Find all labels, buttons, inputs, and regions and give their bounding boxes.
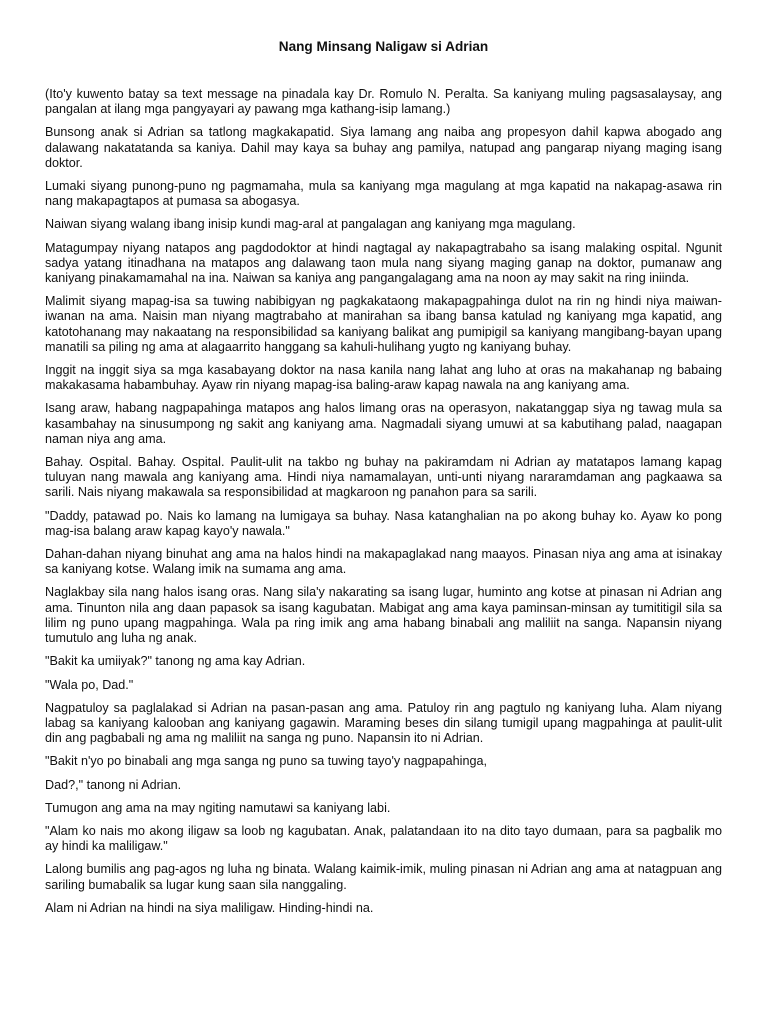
document-page — [45, 38, 722, 924]
paragraph: Matagumpay niyang natapos ang pagdodoktor at hindi nagtagal ay nakapagtrabaho sa isang malaking ospital. Ngunit sadya yatang itinadhana na matapos ang dalawang taon mula nang siyang maging ganap na doktor, pumanaw ang kaniyang pinakamamahal na ina. Naiwan sa kaniya ang pangangalagang ama na noon ay may sakit na ring iniinda. — [45, 240, 722, 286]
paragraph: "Alam ko nais mo akong iligaw sa loob ng kagubatan. Anak, palatandaan ito na dito tayo dumaan, para sa pagbalik mo ay hindi ka maliligaw." — [45, 823, 722, 854]
paragraph: Alam ni Adrian na hindi na siya maliligaw. Hinding-hindi na. — [45, 900, 374, 915]
paragraph: Inggit na inggit siya sa mga kasabayang doktor na nasa kanila nang lahat ang luho at oras na makahanap ng babaing makakasama habambuhay. Ayaw rin niyang mapag-isa baling-araw kapag nawala na ang kaniyang ama. — [45, 363, 722, 393]
paragraph: Dad?," tanong ni Adrian. — [45, 777, 182, 792]
paragraph: Dahan-dahan niyang binuhat ang ama na halos hindi na makapaglakad nang maayos. Pinasan niya ang ama at isinakay sa kaniyang kotse. Walang imik na sumama ang ama. — [45, 547, 722, 577]
paragraph: Lalong bumilis ang pag-agos ng luha ng binata. Walang kaimik-imik, muling pinasan ni Adrian ang ama at natagpuan ang sariling bumabalik sa lugar kung saan sila nanggaling. — [45, 862, 722, 892]
paragraph: Naiwan siyang walang ibang inisip kundi mag-aral at pangalagan ang kaniyang mga magulang. — [45, 217, 576, 232]
paragraph: Tumugon ang ama na may ngiting namutawi sa kaniyang labi. — [45, 800, 391, 815]
paragraph: Lumaki siyang punong-puno ng pagmamaha, mula sa kaniyang mga magulang at mga kapatid na nakapag-asawa rin nang makapagtapos at pumasa sa abogasya. — [45, 179, 722, 209]
paragraph: (Ito'y kuwento batay sa text message na pinadala kay Dr. Romulo N. Peralta. Sa kaniyang muling pagsasalaysay, ang pangalan at ilang mga pangyayari ay pawang mga kathang-isip lamang.) — [45, 87, 722, 117]
paragraph: Naglakbay sila nang halos isang oras. Nang sila'y nakarating sa isang lugar, huminto ang kotse at pinasan ni Adrian ang ama. Tinunton nila ang daan papasok sa isang kagubatan. Mabigat ang ama kaya paminsan-minsan ay tumititigil sila sa lilim ng puno upang magpahinga. Wala pa ring imik ang ama habang binabali ang maliliit na sanga. Napansin niyang tumutulo ang luha ng anak. — [45, 585, 722, 646]
document-body — [45, 87, 722, 916]
paragraph: Isang araw, habang nagpapahinga matapos ang halos limang oras na operasyon, nakatanggap siya ng tawag mula sa kasambahay na sinusumpong ng sakit ang kaniyang ama. Nagmadali siyang umuwi at sa kabutihang palad, naagapan naman niya ang ama. — [45, 401, 722, 446]
paragraph: Bahay. Ospital. Bahay. Ospital. Paulit-ulit na takbo ng buhay na pakiramdam ni Adrian ay matatapos lamang kapag tuluyan nang mawala ang kaniyang ama. Hindi niya namamalayan, unti-unti niyang nararamdaman ang pagkaawa sa sarili. Nais niyang makawala sa responsibilidad at magkaroon ng panahon para sa sarili. — [45, 455, 722, 500]
paragraph: "Daddy, patawad po. Nais ko lamang na lumigaya sa buhay. Nasa katanghalian na po akong buhay ko. Ayaw ko pong mag-isa balang araw kapag kayo'y nawala." — [45, 508, 722, 538]
document-title: Nang Minsang Naligaw si Adrian — [278, 39, 489, 54]
paragraph: "Bakit n'yo po binabali ang mga sanga ng puno sa tuwing tayo'y nagpapahinga, — [45, 754, 487, 769]
paragraph: "Bakit ka umiiyak?" tanong ng ama kay Adrian. — [45, 654, 306, 669]
paragraph: Bunsong anak si Adrian sa tatlong magkakapatid. Siya lamang ang naiba ang propesyon dahil kapwa abogado ang dalawang nakatatanda sa kaniya. Dahil may kaya sa buhay ang pamilya, natupad ang pangarap niyang maging isang doktor. — [45, 125, 722, 170]
paragraph: Nagpatuloy sa paglalakad si Adrian na pasan-pasan ang ama. Patuloy rin ang pagtulo ng kaniyang luha. Alam niyang labag sa kaniyang kalooban ang kaniyang gagawin. Maraming beses din silang tumigil upang magpahinga at paulit-ulit din ang pagbabali ng ama ng maliliit na sanga ng puno. Napansin ito ni Adrian. — [45, 700, 722, 746]
paragraph: "Wala po, Dad." — [45, 677, 134, 692]
paragraph: Malimit siyang mapag-isa sa tuwing nabibigyan ng pagkakataong makapagpahinga dulot na rin ng hindi niya maiwan-iwanan na ama. Naisin man niyang magtrabaho at manirahan sa ibang bansa katulad ng kaniyang mga kapatid, ang katotohanang may nakaatang na responsibilidad sa kaniyang balikat ang pumipigil sa kaniyang mangibang-bayan upang manatili sa piling ng ama at alagaarrito hanggang sa kahuli-hulihang yugto ng kaniyang buhay. — [45, 294, 722, 354]
